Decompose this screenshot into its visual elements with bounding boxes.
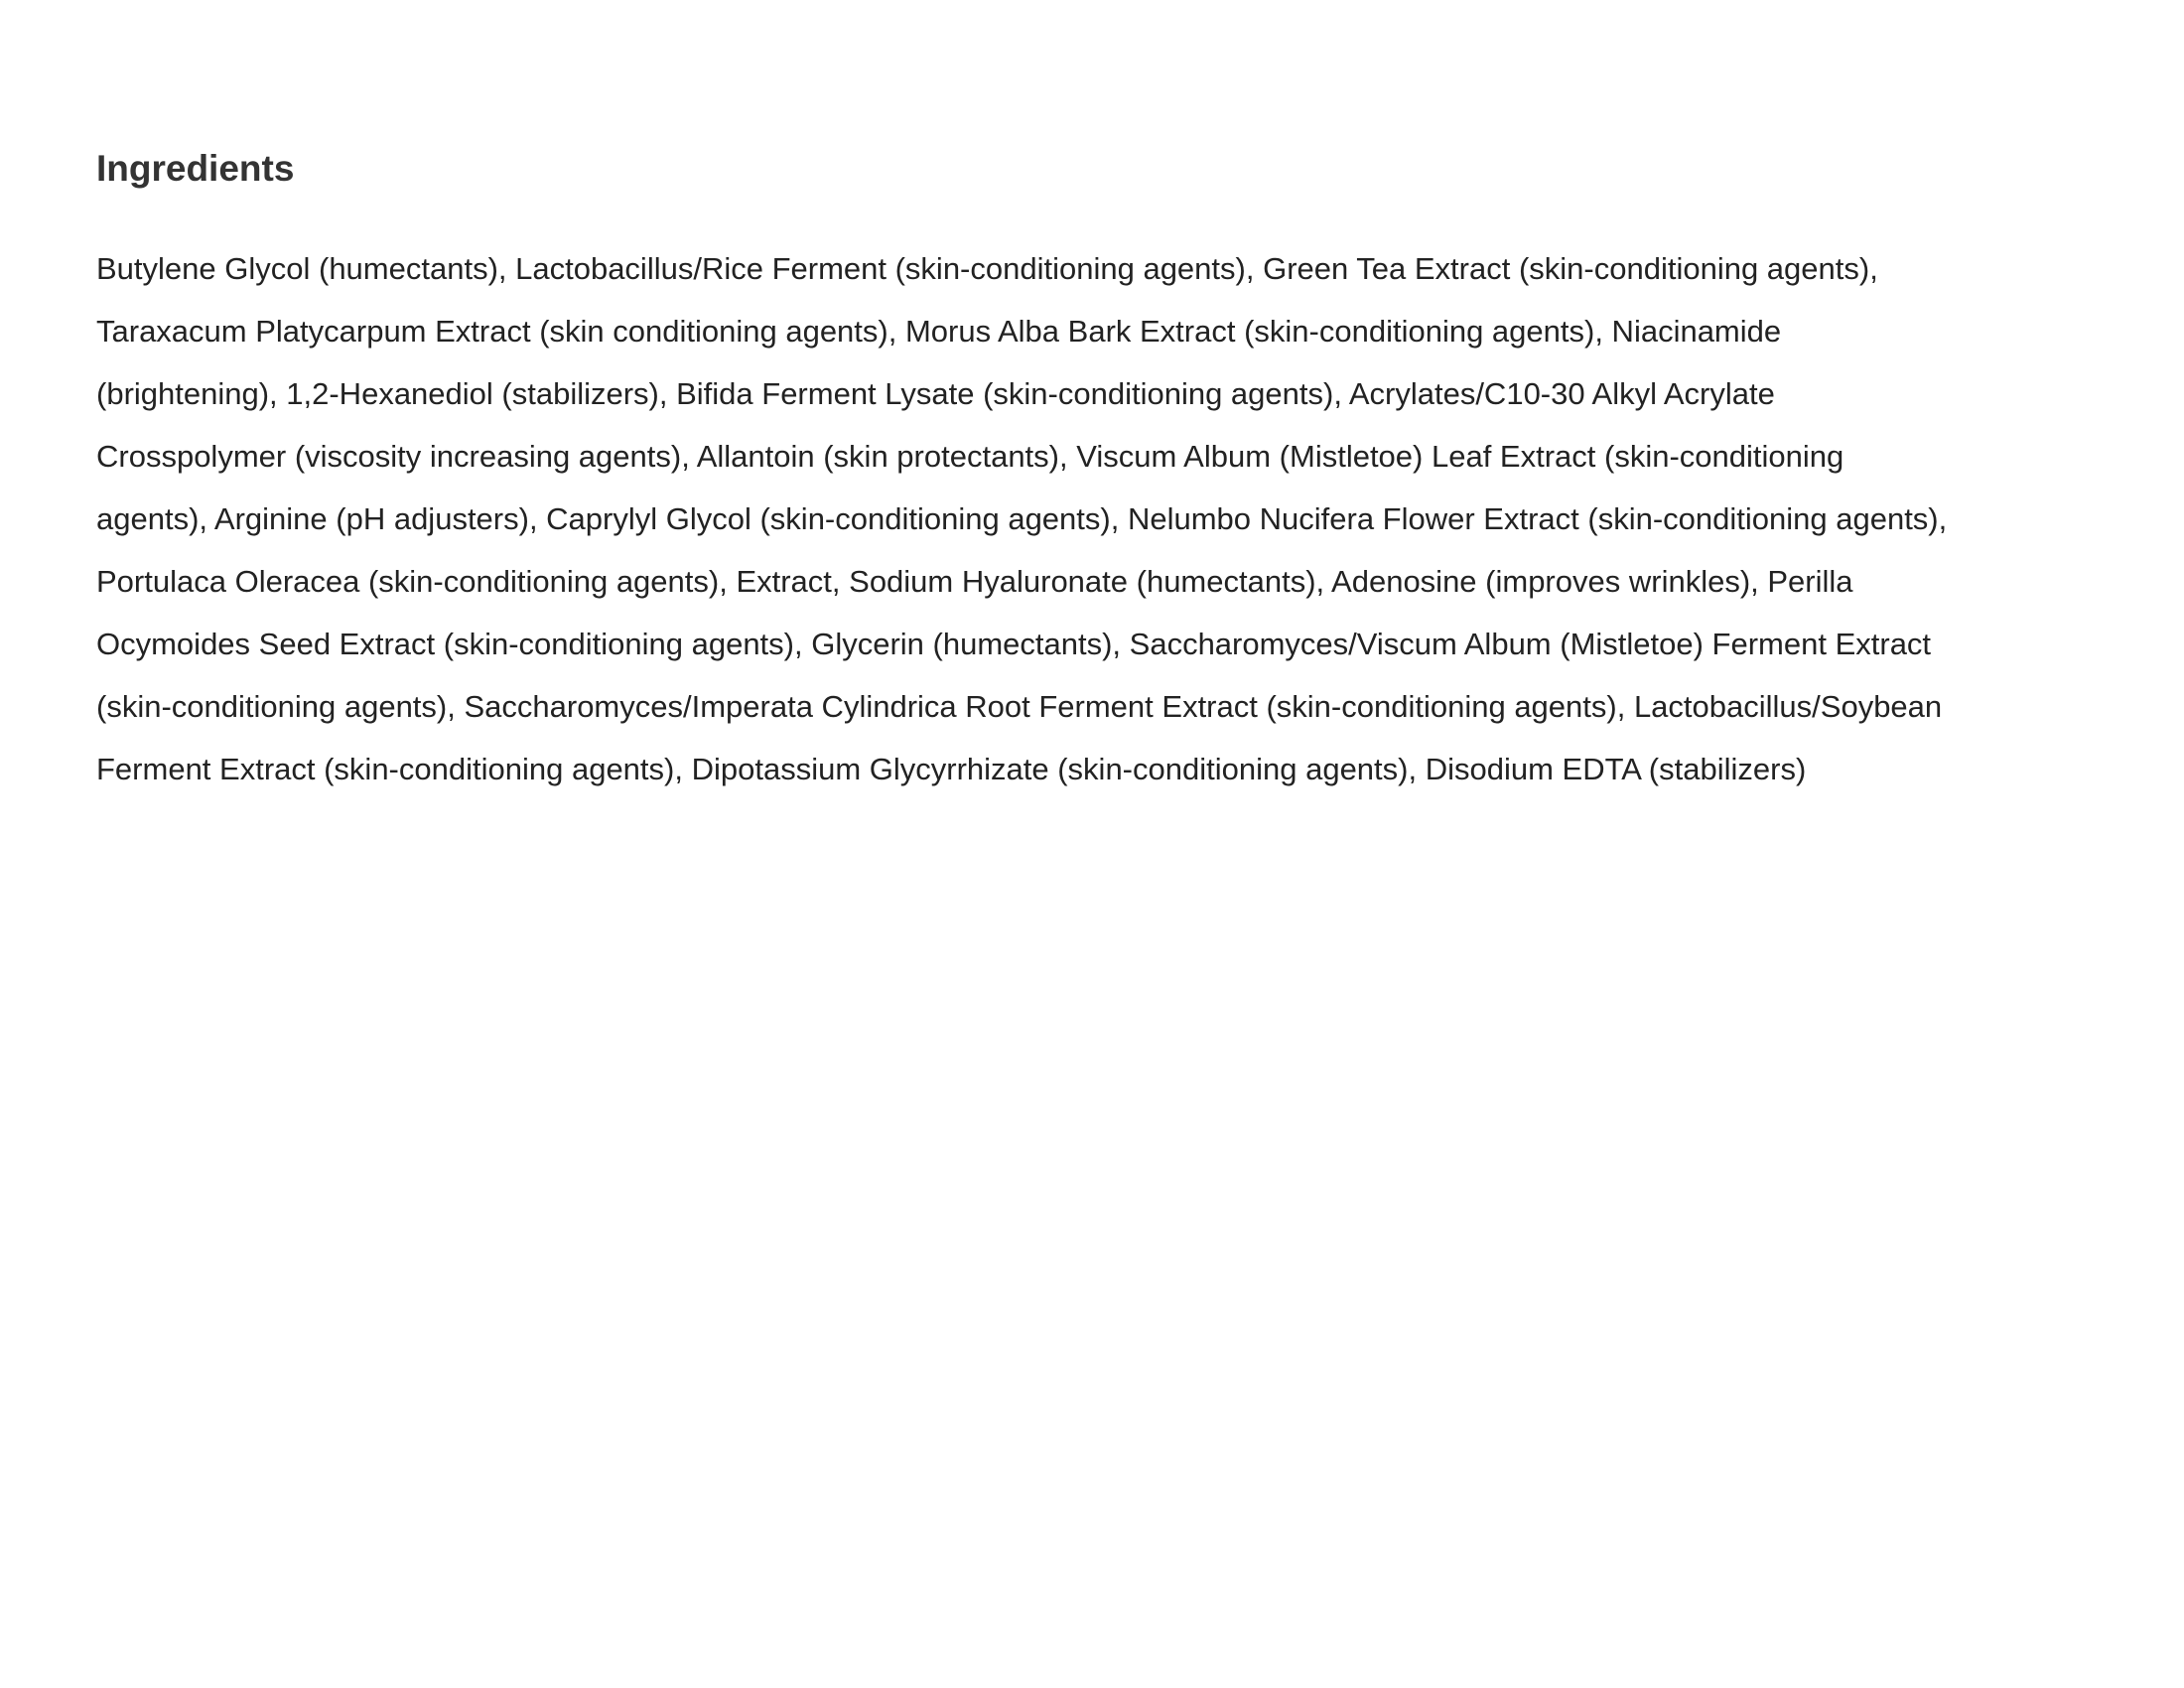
ingredients-line: Taraxacum Platycarpum Extract (skin conditioning agents), Morus Alba Bark Extract (skin-conditioning agents), Niacinamide [96, 314, 1782, 349]
ingredients-line: Butylene Glycol (humectants), Lactobacillus/Rice Ferment (skin-conditioning agents), Green Tea Extract (skin-conditioning agents), [96, 251, 1878, 286]
ingredients-section [96, 141, 2112, 800]
ingredients-line: Ocymoides Seed Extract (skin-conditioning agents), Glycerin (humectants), Saccharomyces/Viscum Album (Mistletoe) Ferment Extract [96, 627, 1932, 661]
ingredients-line: Crosspolymer (viscosity increasing agents), Allantoin (skin protectants), Viscum Album (Mistletoe) Leaf Extract (skin-conditioning [96, 439, 1844, 474]
ingredients-list [96, 237, 2112, 800]
ingredients-line: (brightening), 1,2-Hexanediol (stabilizers), Bifida Ferment Lysate (skin-conditioning agents), Acrylates/C10-30 Alkyl Acrylate [96, 376, 1775, 411]
ingredients-heading: Ingredients [96, 148, 295, 189]
ingredients-line: (skin-conditioning agents), Saccharomyces/Imperata Cylindrica Root Ferment Extract (skin-conditioning agents), Lactobacillus/Soybean [96, 689, 1943, 724]
ingredients-line: Portulaca Oleracea (skin-conditioning agents), Extract, Sodium Hyaluronate (humectants), Adenosine (improves wrinkles), Perilla [96, 564, 1853, 599]
ingredients-line: agents), Arginine (pH adjusters), Caprylyl Glycol (skin-conditioning agents), Nelumbo Nucifera Flower Extract (skin-conditioning agents), [96, 501, 1948, 536]
ingredients-line: Ferment Extract (skin-conditioning agents), Dipotassium Glycyrrhizate (skin-conditioning agents), Disodium EDTA (stabilizers) [96, 752, 1807, 786]
